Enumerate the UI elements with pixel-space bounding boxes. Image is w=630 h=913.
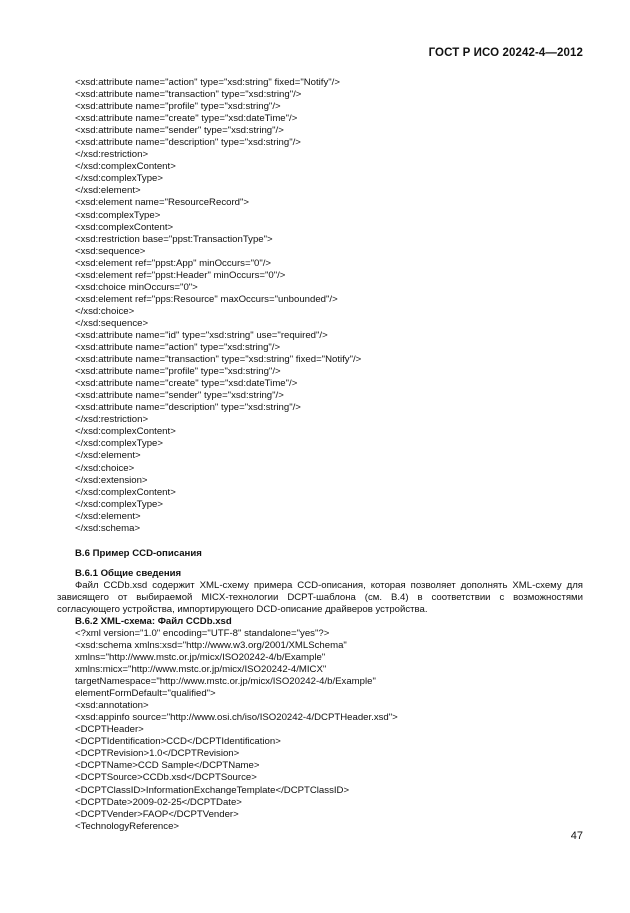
code-line: </xsd:sequence> [75,317,149,329]
code-line: <xsd:element ref="ppst:App" minOccurs="0"/> [75,257,271,269]
code-line: </xsd:complexContent> [75,486,176,498]
code-line: <DCPTIdentification>CCD</DCPTIdentification> [75,736,281,748]
code-line: <xsd:attribute name="create" type="xsd:dateTime"/> [75,378,298,390]
code-line: <xsd:complexContent> [75,221,174,233]
code-line: elementFormDefault="qualified"> [75,688,216,700]
code-line: <xsd:attribute name="transaction" type="xsd:string" fixed="Notify"/> [75,354,362,366]
code-line: <xsd:attribute name="description" type="xsd:string"/> [75,402,301,414]
code-line: <DCPTClassID>InformationExchangeTemplate</DCPTClassID> [75,784,350,796]
code-line: </xsd:choice> [75,462,135,474]
code-line: <xsd:attribute name="sender" type="xsd:string"/> [75,390,284,402]
xsd-code-block-continued [57,77,583,535]
document-header: ГОСТ Р ИСО 20242-4—2012 [428,47,583,59]
code-line: </xsd:complexContent> [75,161,176,173]
code-line: <DCPTDate>2009-02-25</DCPTDate> [75,796,242,808]
code-line: <xsd:schema xmlns:xsd="http://www.w3.org/2001/XMLSchema" [75,639,347,651]
code-line: <xsd:annotation> [75,700,149,712]
code-line: </xsd:restriction> [75,414,149,426]
code-line: </xsd:element> [75,510,141,522]
code-line: </xsd:element> [75,185,141,197]
code-line: <xsd:attribute name="transaction" type="xsd:string"/> [75,89,302,101]
section-b61-paragraph: Файл CCDb.xsd содержит XML-схему примера CCD-описания, которая позволяет дополнять XML-схему для зависящего от выбираемой MICX-технологии DCPT-шаблона (см. B.4) в соответствии с возможностями согласующего устройства, импортирующего DCD-описание драйверов устройства. [57,579,583,615]
code-line: <DCPTName>CCD Sample</DCPTName> [75,760,260,772]
code-line: <xsd:attribute name="create" type="xsd:dateTime"/> [75,113,298,125]
code-line: <DCPTRevision>1.0</DCPTRevision> [75,748,240,760]
code-line: <xsd:attribute name="profile" type="xsd:string"/> [75,366,281,378]
section-b61-heading: B.6.1 Общие сведения [75,567,182,579]
section-b6-heading: B.6 Пример CCD-описания [75,547,202,559]
code-line: <DCPTVender>FAOP</DCPTVender> [75,808,239,820]
page-content [57,77,583,833]
code-line: <xsd:attribute name="sender" type="xsd:string"/> [75,125,284,137]
code-line: <xsd:element name="ResourceRecord"> [75,197,249,209]
code-line: <DCPTHeader> [75,724,144,736]
code-line: xmlns:micx="http://www.mstc.or.jp/micx/ISO20242-4/MICX" [75,664,327,676]
code-line: <xsd:complexType> [75,209,161,221]
ccdb-xsd-code-block [57,628,583,833]
code-line: <xsd:attribute name="id" type="xsd:string" use="required"/> [75,329,328,341]
code-line: <xsd:attribute name="action" type="xsd:string" fixed="Notify"/> [75,77,340,88]
code-line: <xsd:attribute name="description" type="xsd:string"/> [75,137,301,149]
code-line: xmlns="http://www.mstc.or.jp/micx/ISO20242-4/b/Example" [75,652,326,664]
code-line: </xsd:restriction> [75,149,149,161]
code-line: </xsd:schema> [75,522,141,534]
section-b62-heading: B.6.2 XML-схема: Файл CCDb.xsd [75,615,232,627]
code-line: </xsd:complexType> [75,498,163,510]
code-line: </xsd:complexType> [75,173,163,185]
code-line: </xsd:complexType> [75,438,163,450]
code-line: <xsd:element ref="ppst:Header" minOccurs="0"/> [75,269,286,281]
code-line: </xsd:element> [75,450,141,462]
code-line: <?xml version="1.0" encoding="UTF-8" standalone="yes"?> [75,627,330,639]
code-line: <xsd:attribute name="action" type="xsd:string"/> [75,342,281,354]
page-number: 47 [570,830,583,842]
code-line: <xsd:restriction base="ppst:TransactionType"> [75,233,273,245]
code-line: <xsd:attribute name="profile" type="xsd:string"/> [75,101,281,113]
code-line: <xsd:sequence> [75,245,146,257]
code-line: targetNamespace="http://www.mstc.or.jp/micx/ISO20242-4/b/Example" [75,676,376,688]
code-line: <xsd:appinfo source="http://www.osi.ch/iso/ISO20242-4/DCPTHeader.xsd"> [75,712,398,724]
code-line: <DCPTSource>CCDb.xsd</DCPTSource> [75,772,257,784]
code-line: </xsd:choice> [75,305,135,317]
code-line: </xsd:complexContent> [75,426,176,438]
code-line: <xsd:choice minOccurs="0"> [75,281,198,293]
code-line: </xsd:extension> [75,474,148,486]
code-line: <xsd:element ref="pps:Resource" maxOccurs="unbounded"/> [75,293,338,305]
code-line: <TechnologyReference> [75,820,180,832]
